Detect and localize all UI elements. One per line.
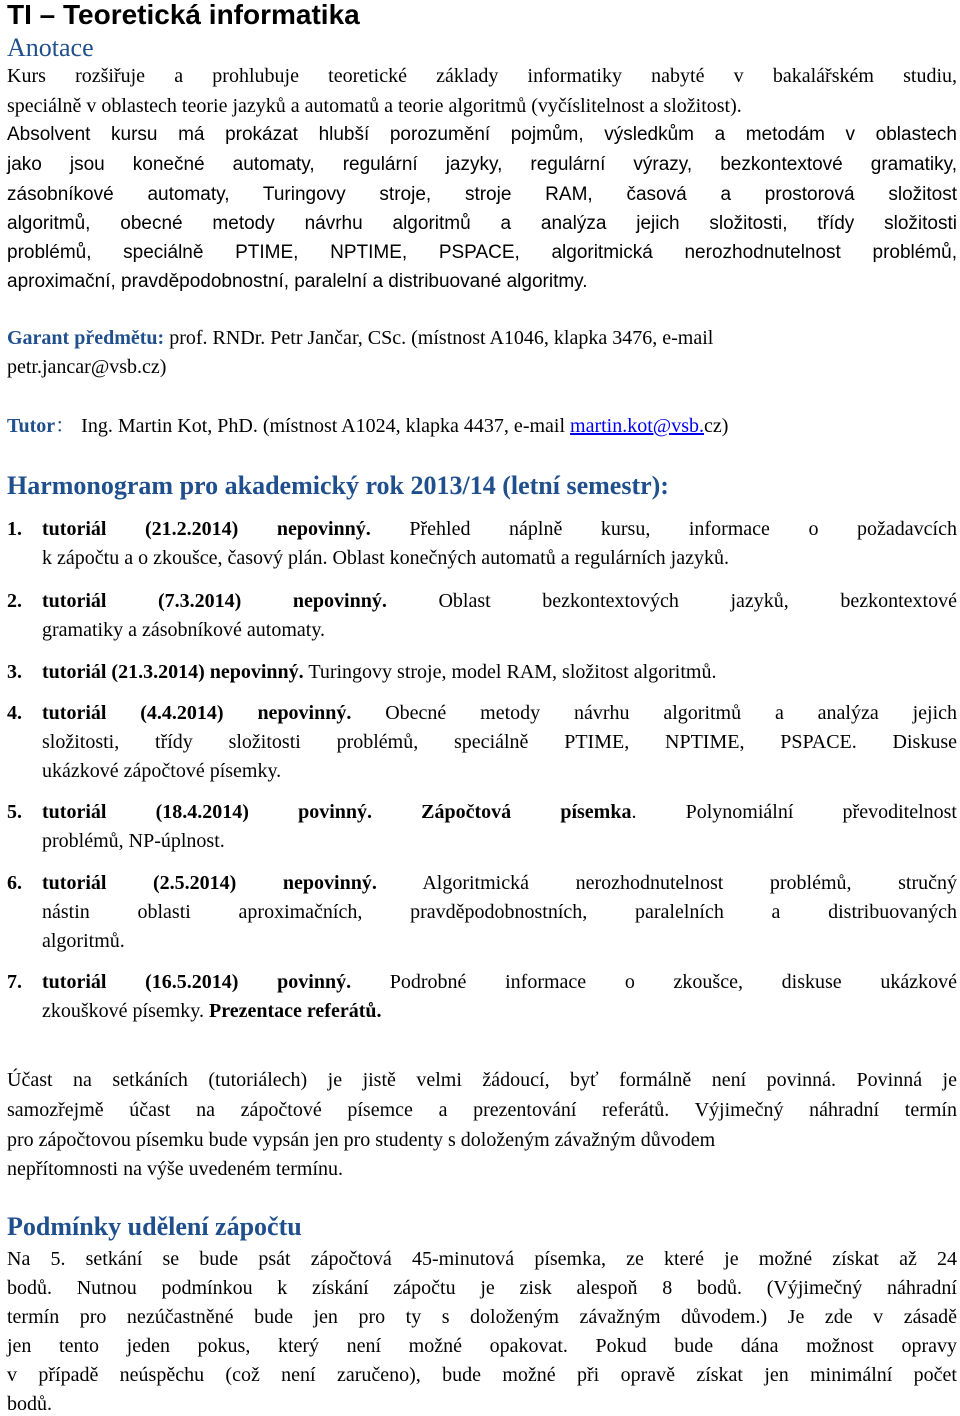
absolvent-line	[7, 213, 957, 236]
podminky-line-text: jen tento jeden pokus, který není možné opakovat. Pokud bude dána možnost opravy	[7, 1335, 957, 1357]
tutorial-number: 2.	[7, 590, 22, 612]
tutorial-emphasis: Prezentace referátů.	[209, 1000, 382, 1022]
tutorial-number: 7.	[7, 971, 22, 993]
anotace-line-text: Kurs rozšiřuje a prohlubuje teoretické základy informatiky nabyté v bakalářském studiu,	[7, 65, 957, 87]
tutorial-continuation: gramatiky a zásobníkové automaty.	[42, 619, 326, 641]
anotace-line-text: speciálně v oblastech teorie jazyků a automatů a teorie algoritmů (vyčíslitelnost a složitost).	[7, 95, 742, 117]
podminky-line	[7, 1334, 957, 1358]
absolvent-line	[7, 242, 957, 265]
podminky-line-text: v případě neúspěchu (což není zaručeno), bude možné při opravě získat jen minimální počet	[7, 1364, 957, 1386]
tutorial-description: . Polynomiální převoditelnost	[631, 801, 957, 823]
tutorial-continuation-line	[42, 900, 957, 924]
tutorial-continuation-line	[42, 730, 957, 754]
absolvent-line	[7, 154, 957, 177]
podminky-line	[7, 1392, 957, 1416]
tutorial-continuation-line	[42, 546, 957, 570]
tutorial-description: Přehled náplně kursu, informace o požadavcích	[370, 518, 957, 540]
garant-line	[7, 326, 957, 350]
tutorial-continuation: složitosti, třídy složitosti problémů, speciálně PTIME, NPTIME, PSPACE. Diskuse	[42, 731, 957, 753]
tutorial-heading: tutoriál (7.3.2014) nepovinný.	[42, 590, 387, 612]
tutorial-description: Turingovy stroje, model RAM, složitost algoritmů.	[303, 661, 717, 683]
tutorial-continuation-line	[42, 929, 957, 953]
tutorial-continuation-line	[42, 829, 957, 853]
podminky-line	[7, 1363, 957, 1387]
page-title-text: TI – Teoretická informatika	[7, 0, 360, 30]
absolvent-line	[7, 271, 957, 294]
podminky-line-text: termín pro nezúčastněné bude jen pro ty s doloženým závažným důvodem.) Je zde v zásadě	[7, 1306, 957, 1328]
garant-email: petr.jancar@vsb.cz)	[7, 356, 167, 378]
tutor-label: Tutor	[7, 415, 56, 437]
podminky-line	[7, 1247, 957, 1271]
tutorial-heading: tutoriál (21.2.2014) nepovinný.	[42, 518, 371, 540]
ucast-line	[7, 1068, 957, 1092]
tutorial-line	[7, 589, 957, 613]
tutorial-heading: tutoriál (4.4.2014) nepovinný.	[42, 702, 352, 724]
garant-label: Garant předmětu:	[7, 327, 165, 349]
podminky-line	[7, 1276, 957, 1300]
tutor-info: Ing. Martin Kot, PhD. (místnost A1024, klapka 4437, e-mail	[81, 415, 571, 437]
tutor-email-link[interactable]: martin.kot@vsb.	[570, 415, 704, 437]
tutorial-heading: tutoriál (18.4.2014) povinný. Zápočtová písemka	[42, 801, 632, 823]
tutorial-heading: tutoriál (2.5.2014) nepovinný.	[42, 872, 377, 894]
tutorial-description: Algoritmická nerozhodnutelnost problémů, stručný	[376, 872, 958, 894]
absolvent-line-text: jako jsou konečné automaty, regulární jazyky, regulární výrazy, bezkontextové gramatiky,	[7, 154, 957, 175]
absolvent-line-text: aproximační, pravděpodobnostní, paralelní a distribuované algoritmy.	[7, 271, 588, 292]
tutor-line	[7, 414, 957, 438]
tutorial-continuation: zkouškové písemky.	[42, 1000, 210, 1022]
tutorial-continuation: problémů, NP-úplnost.	[42, 830, 225, 852]
tutorial-number: 1.	[7, 518, 22, 540]
tutorial-continuation: k zápočtu a o zkoušce, časový plán. Oblast konečných automatů a regulárních jazyků.	[42, 547, 729, 569]
tutorial-continuation-line	[42, 999, 957, 1023]
tutorial-continuation: ukázkové zápočtové písemky.	[42, 760, 282, 782]
tutorial-continuation-line	[42, 759, 957, 783]
ucast-line-text: pro zápočtovou písemku bude vypsán jen pro studenty s doloženým závažným důvodem	[7, 1129, 716, 1151]
garant-info: prof. RNDr. Petr Jančar, CSc. (místnost A1046, klapka 3476, e-mail	[164, 327, 714, 349]
tutorial-number: 4.	[7, 702, 22, 724]
absolvent-line	[7, 124, 957, 147]
anotace-heading-text: Anotace	[7, 33, 94, 62]
tutorial-line	[7, 871, 957, 895]
ucast-line-text: Účast na setkáních (tutoriálech) je jistě velmi žádoucí, byť formálně není povinná. Povinná je	[7, 1069, 957, 1091]
podminky-line-text: bodů. Nutnou podmínkou k získání zápočtu je zisk alespoň 8 bodů. (Výjimečný náhradní	[7, 1277, 957, 1299]
podminky-line-text: bodů.	[7, 1393, 52, 1415]
podminky-heading-text: Podmínky udělení zápočtu	[7, 1212, 302, 1241]
tutorial-line	[7, 660, 957, 684]
absolvent-line-text: problémů, speciálně PTIME, NPTIME, PSPACE, algoritmická nerozhodnutelnost problémů,	[7, 242, 957, 263]
tutorial-number: 6.	[7, 872, 22, 894]
tutorial-line	[7, 970, 957, 994]
page-title	[7, 0, 527, 32]
harmonogram-heading	[7, 470, 957, 501]
harmonogram-heading-text: Harmonogram pro akademický rok 2013/14 (letní semestr):	[7, 471, 669, 500]
ucast-line	[7, 1128, 957, 1152]
tutorial-continuation: nástin oblasti aproximačních, pravděpodobnostních, paralelních a distribuovaných	[42, 901, 957, 923]
absolvent-line-text: zásobníkové automaty, Turingovy stroje, stroje RAM, časová a prostorová složitost	[7, 184, 957, 205]
garant-email-line	[7, 355, 957, 379]
tutorial-description: Podrobné informace o zkoušce, diskuse ukázkové	[351, 971, 957, 993]
ucast-line	[7, 1098, 957, 1122]
tutor-info-tail: )	[721, 415, 729, 437]
tutorial-number: 3.	[7, 661, 22, 683]
podminky-line-text: Na 5. setkání se bude psát zápočtová 45-minutová písemka, ze které je možné získat až 24	[7, 1248, 957, 1270]
absolvent-line-text: Absolvent kursu má prokázat hlubší porozumění pojmům, výsledkům a metodám v oblastech	[7, 124, 957, 145]
tutorial-line	[7, 517, 957, 541]
podminky-heading	[7, 1211, 607, 1242]
anotace-line	[7, 94, 957, 118]
ucast-line-text: samozřejmě účast na zápočtové písemce a prezentování referátů. Výjimečný náhradní termín	[7, 1099, 957, 1121]
tutorial-heading: tutoriál (16.5.2014) povinný.	[42, 971, 352, 993]
tutorial-description: Oblast bezkontextových jazyků, bezkontextové	[386, 590, 957, 612]
podminky-line	[7, 1305, 957, 1329]
tutorial-continuation-line	[42, 618, 957, 642]
ucast-line	[7, 1157, 957, 1181]
tutor-email-domain: cz	[704, 415, 722, 437]
ucast-line-text: nepřítomnosti na výše uvedeném termínu.	[7, 1158, 344, 1180]
tutor-separator: ：	[55, 415, 76, 437]
anotace-line	[7, 64, 957, 88]
absolvent-line	[7, 184, 957, 207]
tutorial-heading: tutoriál (21.3.2014) nepovinný.	[42, 661, 304, 683]
absolvent-line-text: algoritmů, obecné metody návrhu algoritmů a analýza jejich složitosti, třídy složitosti	[7, 213, 957, 234]
tutorial-continuation: algoritmů.	[42, 930, 125, 952]
anotace-heading	[7, 32, 407, 63]
tutorial-line	[7, 701, 957, 725]
tutorial-line	[7, 800, 957, 824]
tutorial-description: Obecné metody návrhu algoritmů a analýza jejich	[351, 702, 957, 724]
tutorial-number: 5.	[7, 801, 22, 823]
